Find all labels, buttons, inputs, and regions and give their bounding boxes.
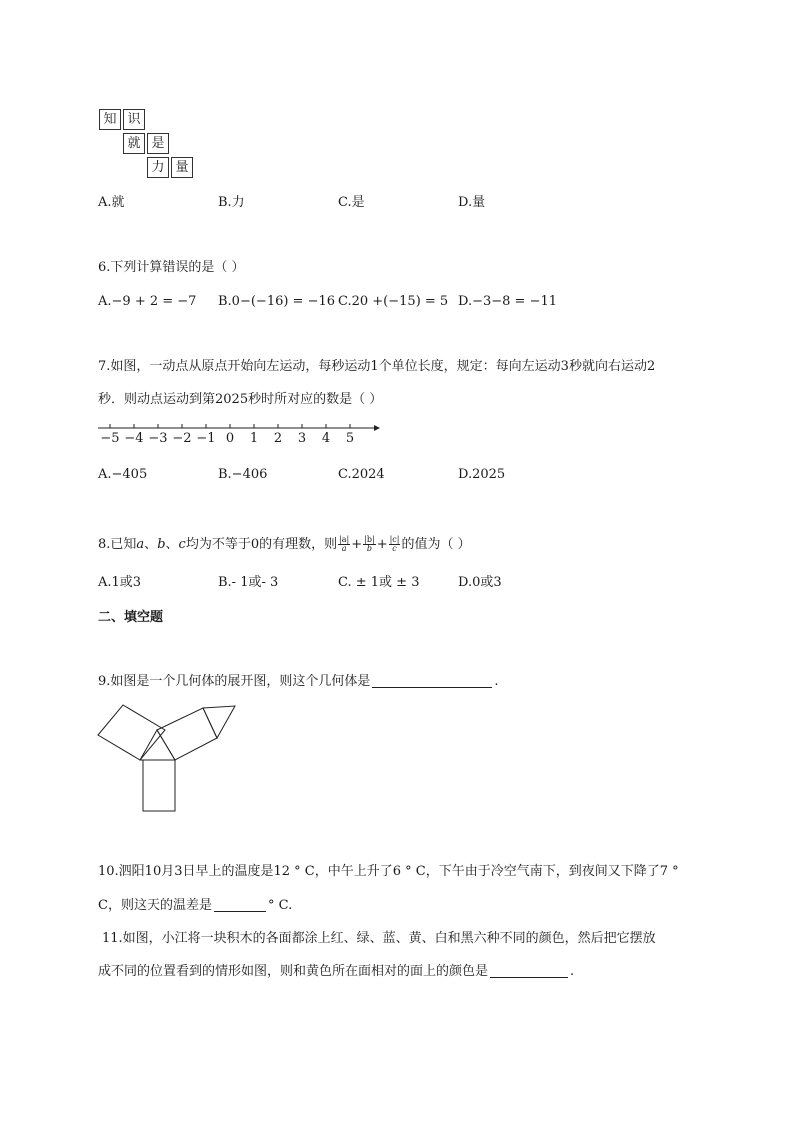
q6-option-d[interactable]: D.−3−8 = −11: [458, 294, 558, 309]
q7-option-a[interactable]: A.−405: [98, 467, 148, 482]
q7-stem-line2: 秒．则动点运动到第2025秒时所对应的数是（ ）: [98, 392, 383, 407]
q5-option-b[interactable]: B.力: [218, 195, 245, 210]
q9-stem: [98, 672, 499, 692]
q10-stem-line1: 10.泗阳10月3日早上的温度是12 ° C，中午上升了6 ° C，下午由于冷空气南下，到夜间又下降了7 °: [98, 864, 679, 879]
q11-stem-line2: [98, 962, 574, 982]
q7-option-d[interactable]: D.2025: [458, 467, 506, 482]
number-line-tick-label: 5: [345, 431, 355, 446]
number-line-tick-label: 0: [225, 431, 235, 446]
q7-option-c[interactable]: C.2024: [338, 467, 385, 482]
q10-stem-line2: [98, 896, 292, 916]
q5-option-c[interactable]: C.是: [338, 195, 365, 210]
q8-middle: 均为不等于0的有理数，则: [185, 537, 338, 552]
number-line-tick-label: −5: [100, 431, 120, 446]
net-triangle-top: [203, 706, 235, 738]
fraction-a: $\frac{|a|}{a}$: [339, 535, 350, 553]
number-line-tick-label: −1: [196, 431, 216, 446]
number-line-tick-label: 3: [297, 431, 307, 446]
grid-cell: 力: [147, 157, 169, 178]
number-line-tick-label: 1: [249, 431, 259, 446]
number-line-tick-label: 2: [273, 431, 283, 446]
number-line-tick-label: 4: [321, 431, 331, 446]
q6-option-c[interactable]: C.20 +(−15) = 5: [338, 294, 449, 309]
number-line-axis: [96, 418, 386, 432]
var-c: c: [178, 537, 186, 552]
grid-cell: 知: [99, 109, 121, 130]
q5-option-d[interactable]: D.量: [458, 195, 486, 210]
q10-answer-blank[interactable]: [214, 897, 266, 912]
q11-text: 成不同的位置看到的情形如图，则和黄色所在面相对的面上的颜色是: [98, 964, 489, 979]
geometry-net-figure: [95, 702, 255, 832]
plus-sign: +: [376, 537, 388, 552]
plus-sign: +: [351, 537, 363, 552]
net-triangle-center: [140, 730, 175, 760]
q10-text: C，则这天的温差是: [98, 898, 212, 913]
q8-sep: 、: [144, 537, 158, 552]
q7-option-b[interactable]: B.−406: [218, 467, 268, 482]
number-line: [96, 418, 386, 458]
net-rect-bottom: [143, 760, 175, 811]
fraction-c: $\frac{|c|}{c}$: [389, 535, 400, 553]
q8-stem: [98, 532, 471, 558]
q6-option-a[interactable]: A.−9 + 2 = −7: [98, 294, 197, 309]
q8-option-d[interactable]: D.0或3: [458, 575, 502, 590]
q7-stem-line1: 7.如图，一动点从原点开始向左运动，每秒运动1个单位长度，规定：每向左运动3秒就向右运动2: [98, 359, 656, 374]
var-a: a: [136, 537, 145, 552]
grid-cell: 量: [171, 157, 193, 178]
grid-cell: 就: [123, 133, 145, 154]
q10-unit: ° C.: [267, 898, 293, 913]
number-line-tick-label: −2: [172, 431, 192, 446]
q8-option-b[interactable]: B.- 1或- 3: [218, 575, 279, 590]
number-line-tick-label: −4: [124, 431, 144, 446]
q8-prefix: 8.已知: [98, 537, 137, 552]
fraction-b: $\frac{|b|}{b}$: [364, 535, 375, 553]
net-rect-left: [98, 705, 165, 760]
q6-option-b[interactable]: B.0−(−16) = −16: [218, 294, 336, 309]
grid-cell: 是: [147, 133, 169, 154]
q11-answer-blank[interactable]: [490, 963, 568, 978]
q11-stem-line1: 11.如图，小江将一块积木的各面都涂上红、绿、蓝、黄、白和黑六种不同的颜色，然后把它摆放: [102, 931, 656, 946]
q8-suffix: 的值为（ ）: [401, 537, 471, 552]
q9-text: 9.如图是一个几何体的展开图，则这个几何体是: [98, 674, 371, 689]
q9-answer-blank[interactable]: [372, 673, 492, 688]
q8-sep: 、: [165, 537, 179, 552]
q8-option-a[interactable]: A.1或3: [98, 575, 142, 590]
net-rect-right: [157, 708, 217, 760]
q11-end: .: [570, 964, 575, 979]
q5-option-a[interactable]: A.就: [98, 195, 125, 210]
q9-end: .: [494, 674, 499, 689]
section-heading: 二、填空题: [98, 610, 164, 625]
grid-cell: 识: [123, 109, 145, 130]
var-b: b: [157, 537, 166, 552]
q6-stem: 6.下列计算错误的是（ ）: [98, 260, 245, 275]
number-line-tick-label: −3: [148, 431, 168, 446]
q8-option-c[interactable]: C. ± 1或 ± 3: [338, 575, 420, 590]
